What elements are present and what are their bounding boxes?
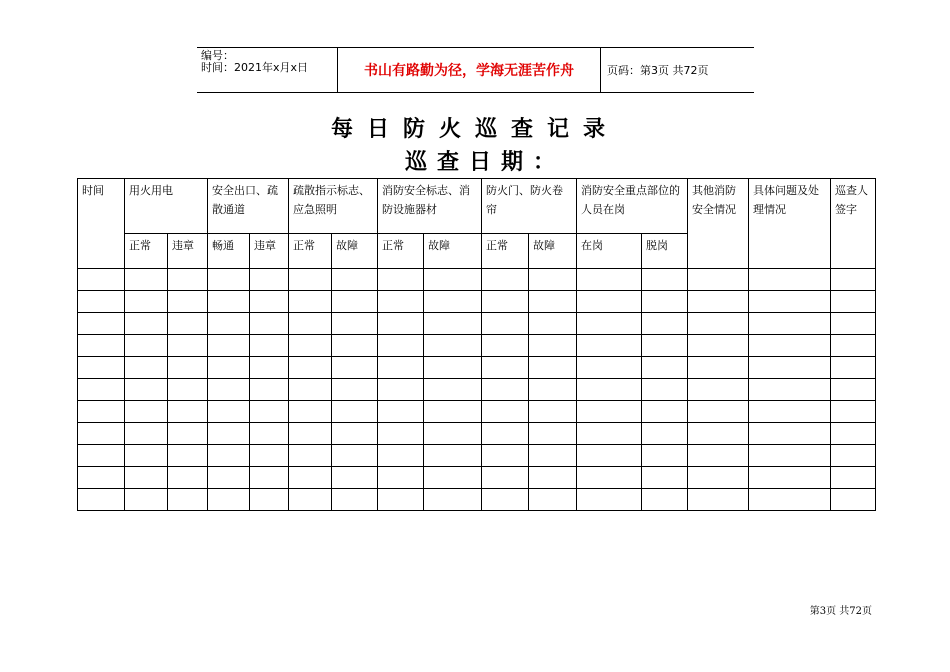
col-other: 其他消防安全情况 [688,179,749,269]
header-meta [197,48,338,92]
table-cell[interactable] [332,467,378,489]
table-cell[interactable] [424,269,482,291]
table-cell[interactable] [250,467,289,489]
table-cell[interactable] [831,489,876,511]
table-cell[interactable] [642,467,688,489]
table-cell[interactable] [688,291,749,313]
table-cell[interactable] [482,467,529,489]
time-label: 时间：2021年x月x日 [201,61,309,74]
table-cell[interactable] [168,379,208,401]
col-fire-door: 防火门、防火卷帘 [482,179,577,234]
header-page: 页码：第3页 共72页 [607,64,709,77]
table-cell[interactable] [577,291,642,313]
table-cell[interactable] [642,313,688,335]
table-cell[interactable] [78,269,125,291]
table-cell[interactable] [688,313,749,335]
table-cell[interactable] [125,379,168,401]
table-cell[interactable] [688,379,749,401]
table-cell[interactable] [831,291,876,313]
table-cell[interactable] [378,489,424,511]
table-cell[interactable] [749,379,831,401]
table-cell[interactable] [529,467,577,489]
table-cell[interactable] [482,357,529,379]
table-cell[interactable] [378,291,424,313]
table-cell[interactable] [424,467,482,489]
table-cell[interactable] [482,489,529,511]
sub-normal: 正常 [482,234,529,269]
table-cell[interactable] [208,335,250,357]
table-cell[interactable] [688,269,749,291]
table-cell[interactable] [78,467,125,489]
table-cell[interactable] [250,401,289,423]
table-cell[interactable] [125,489,168,511]
table-cell[interactable] [688,335,749,357]
table-cell[interactable] [250,269,289,291]
table-cell[interactable] [332,335,378,357]
table-cell[interactable] [125,291,168,313]
table-cell[interactable] [688,467,749,489]
table-cell[interactable] [289,445,332,467]
table-cell[interactable] [250,489,289,511]
table-cell[interactable] [749,423,831,445]
table-cell[interactable] [289,357,332,379]
table-cell[interactable] [831,445,876,467]
table-cell[interactable] [688,445,749,467]
document-title: 每日防火巡查记录 [330,116,619,142]
date-label: 巡查日期： [404,149,565,175]
table-cell[interactable] [577,357,642,379]
sub-normal: 正常 [289,234,332,269]
table-cell[interactable] [749,489,831,511]
table-cell[interactable] [78,291,125,313]
table-cell[interactable] [125,445,168,467]
table-cell[interactable] [529,269,577,291]
table-cell[interactable] [529,335,577,357]
col-fire-sign: 消防安全标志、消防设施器材 [378,179,482,234]
table-cell[interactable] [208,423,250,445]
table-row [78,269,876,291]
table-cell[interactable] [642,291,688,313]
table-cell[interactable] [289,335,332,357]
table-cell[interactable] [749,313,831,335]
col-issue: 具体问题及处理情况 [749,179,831,269]
table-cell[interactable] [168,445,208,467]
sub-fault: 故障 [332,234,378,269]
table-cell[interactable] [208,313,250,335]
table-cell[interactable] [378,269,424,291]
table-row [78,313,876,335]
table-cell[interactable] [642,489,688,511]
table-cell[interactable] [482,291,529,313]
table-cell[interactable] [688,423,749,445]
table-cell[interactable] [168,335,208,357]
table-cell[interactable] [208,269,250,291]
sub-violation: 违章 [250,234,289,269]
sub-clear: 畅通 [208,234,250,269]
table-cell[interactable] [125,401,168,423]
table-row [78,379,876,401]
table-cell[interactable] [208,489,250,511]
table-cell[interactable] [831,313,876,335]
table-cell[interactable] [378,313,424,335]
table-cell[interactable] [378,357,424,379]
table-cell[interactable] [424,357,482,379]
table-cell[interactable] [577,335,642,357]
table-cell[interactable] [577,423,642,445]
table-cell[interactable] [424,401,482,423]
table-cell[interactable] [642,379,688,401]
table-cell[interactable] [378,467,424,489]
table-cell[interactable] [378,379,424,401]
table-cell[interactable] [424,335,482,357]
table-cell[interactable] [125,313,168,335]
table-cell[interactable] [642,269,688,291]
table-cell[interactable] [78,489,125,511]
table-cell[interactable] [642,445,688,467]
table-cell[interactable] [250,445,289,467]
table-cell[interactable] [250,291,289,313]
table-cell[interactable] [208,291,250,313]
table-cell[interactable] [529,357,577,379]
table-cell[interactable] [749,401,831,423]
table-cell[interactable] [749,269,831,291]
col-fire-use: 用火用电 [125,179,208,234]
table-cell[interactable] [125,467,168,489]
table-cell[interactable] [289,423,332,445]
patrol-table [77,178,876,511]
table-cell[interactable] [424,379,482,401]
table-cell[interactable] [289,269,332,291]
table-cell[interactable] [125,269,168,291]
table-cell[interactable] [482,313,529,335]
sub-fault: 故障 [424,234,482,269]
table-cell[interactable] [289,467,332,489]
table-cell[interactable] [125,357,168,379]
table-cell[interactable] [577,401,642,423]
table-cell[interactable] [168,401,208,423]
table-cell[interactable] [378,401,424,423]
table-cell[interactable] [332,313,378,335]
table-cell[interactable] [378,423,424,445]
table-cell[interactable] [642,357,688,379]
table-row [78,291,876,313]
table-cell[interactable] [482,401,529,423]
col-key-staff: 消防安全重点部位的人员在岗 [577,179,688,234]
table-row [78,489,876,511]
col-evac-sign: 疏散指示标志、应急照明 [289,179,378,234]
table-cell[interactable] [424,423,482,445]
table-cell[interactable] [749,291,831,313]
table-cell[interactable] [749,445,831,467]
table-cell[interactable] [250,357,289,379]
table-row [78,335,876,357]
table-cell[interactable] [332,291,378,313]
table-cell[interactable] [831,467,876,489]
table-cell[interactable] [831,357,876,379]
table-cell[interactable] [332,401,378,423]
table-cell[interactable] [424,313,482,335]
table-cell[interactable] [482,423,529,445]
table-cell[interactable] [168,423,208,445]
table-cell[interactable] [78,313,125,335]
table-cell[interactable] [749,357,831,379]
table-cell[interactable] [332,269,378,291]
table-cell[interactable] [332,445,378,467]
table-cell[interactable] [289,379,332,401]
table-cell[interactable] [529,401,577,423]
sub-normal: 正常 [125,234,168,269]
sub-off-duty: 脱岗 [642,234,688,269]
table-cell[interactable] [577,445,642,467]
table-cell[interactable] [688,489,749,511]
table-cell[interactable] [529,489,577,511]
table-row [78,445,876,467]
table-cell[interactable] [831,379,876,401]
table-cell[interactable] [332,379,378,401]
table-cell[interactable] [424,489,482,511]
table-cell[interactable] [289,313,332,335]
table-cell[interactable] [831,423,876,445]
table-cell[interactable] [529,423,577,445]
table-cell[interactable] [332,489,378,511]
table-cell[interactable] [482,335,529,357]
table-cell[interactable] [749,467,831,489]
table-cell[interactable] [78,335,125,357]
table-cell[interactable] [250,423,289,445]
table-cell[interactable] [529,379,577,401]
table-row [78,357,876,379]
table-cell[interactable] [378,335,424,357]
table-cell[interactable] [250,379,289,401]
table-cell[interactable] [208,445,250,467]
col-sign: 巡查人签字 [831,179,876,269]
table-cell[interactable] [642,423,688,445]
table-cell[interactable] [168,313,208,335]
table-cell[interactable] [424,291,482,313]
table-cell[interactable] [168,269,208,291]
table-cell[interactable] [208,357,250,379]
table-cell[interactable] [289,291,332,313]
table-cell[interactable] [577,489,642,511]
table-cell[interactable] [168,357,208,379]
table-cell[interactable] [482,445,529,467]
table-cell[interactable] [642,335,688,357]
table-cell[interactable] [78,423,125,445]
table-cell[interactable] [642,401,688,423]
col-exit: 安全出口、疏散通道 [208,179,289,234]
table-cell[interactable] [289,489,332,511]
table-cell[interactable] [125,335,168,357]
col-time: 时间 [78,179,125,269]
page-header [197,47,754,93]
table-cell[interactable] [78,379,125,401]
table-cell[interactable] [749,335,831,357]
table-cell[interactable] [78,357,125,379]
header-motto: 书山有路勤为径，学海无涯苦作舟 [338,48,601,92]
table-row [78,467,876,489]
table-cell[interactable] [250,313,289,335]
table-cell[interactable] [250,335,289,357]
table-cell[interactable] [78,445,125,467]
sub-fault: 故障 [529,234,577,269]
sub-violation: 违章 [168,234,208,269]
table-cell[interactable] [168,467,208,489]
table-cell[interactable] [208,467,250,489]
table-cell[interactable] [529,313,577,335]
table-row [78,401,876,423]
table-cell[interactable] [577,467,642,489]
table-cell[interactable] [831,269,876,291]
table-row [78,423,876,445]
table-cell[interactable] [332,357,378,379]
table-cell[interactable] [577,379,642,401]
page-footer: 第3页 共72页 [809,606,872,617]
table-cell[interactable] [688,401,749,423]
table-cell[interactable] [424,445,482,467]
table-cell[interactable] [482,379,529,401]
table-cell[interactable] [289,401,332,423]
table-cell[interactable] [208,401,250,423]
table-cell[interactable] [378,445,424,467]
table-cell[interactable] [208,379,250,401]
table-cell[interactable] [529,291,577,313]
table-cell[interactable] [168,291,208,313]
table-cell[interactable] [831,401,876,423]
table-cell[interactable] [577,269,642,291]
sub-normal: 正常 [378,234,424,269]
table-cell[interactable] [125,423,168,445]
table-cell[interactable] [688,357,749,379]
table-cell[interactable] [831,335,876,357]
table-cell[interactable] [332,423,378,445]
table-cell[interactable] [529,445,577,467]
table-cell[interactable] [78,401,125,423]
table-cell[interactable] [482,269,529,291]
table-cell[interactable] [577,313,642,335]
sub-on-duty: 在岗 [577,234,642,269]
table-cell[interactable] [168,489,208,511]
number-label: 编号： [201,49,234,62]
